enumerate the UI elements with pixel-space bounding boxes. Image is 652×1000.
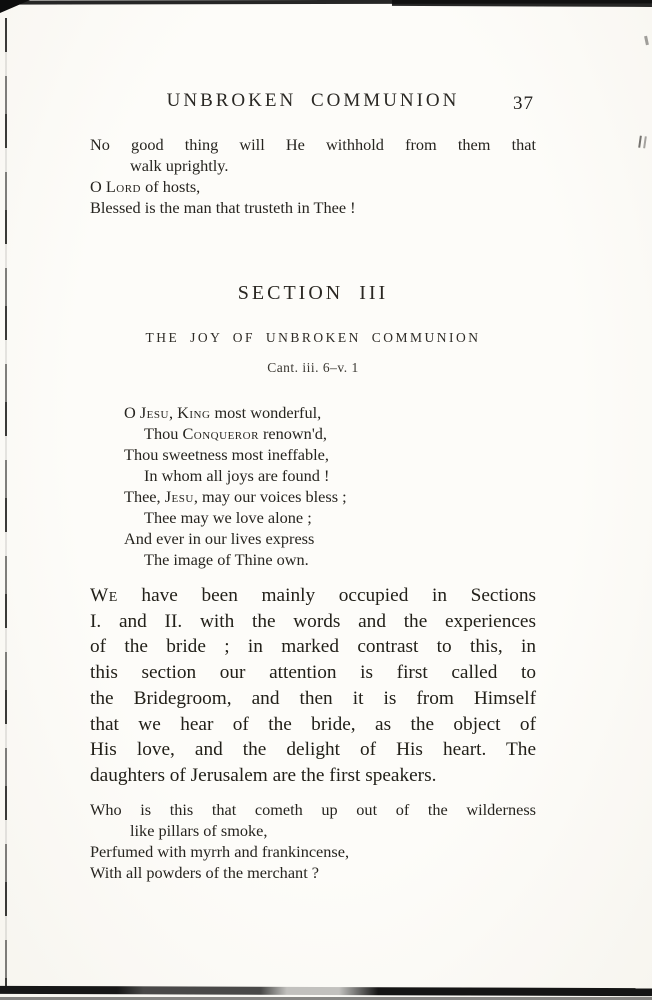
scan-artifact-top-right-edge: [392, 0, 652, 7]
body-paragraph: [90, 583, 536, 789]
verse-line: O Lord of hosts,: [90, 177, 201, 196]
paragraph-line: His love, and the delight of His heart. The: [90, 739, 536, 761]
closing-verse: [90, 799, 536, 883]
hymn-line: Thou Conqueror renown'd,: [144, 424, 327, 443]
scan-artifact-bottom-edge: [0, 986, 652, 996]
hymn-line: And ever in our lives express: [124, 529, 315, 548]
verse-line: Perfumed with myrrh and frankincense,: [90, 842, 350, 861]
running-header-title: UNBROKEN COMMUNION: [166, 90, 460, 111]
verse-line: No good thing will He withhold from them that: [90, 135, 536, 154]
scan-artifact-right-mark-2: [644, 36, 649, 45]
hymn-stanza: [90, 402, 536, 570]
paragraph-line: We have been mainly occupied in Sections: [90, 585, 536, 606]
scripture-reference: Cant. iii. 6–v. 1: [267, 360, 359, 375]
section-subtitle: THE JOY OF UNBROKEN COMMUNION: [145, 330, 481, 345]
hymn-line: Thee, Jesu, may our voices bless ;: [124, 487, 347, 506]
paragraph-line: daughters of Jerusalem are the first speakers.: [90, 764, 437, 786]
hymn-line: The image of Thine own.: [144, 550, 309, 569]
verse-line: With all powders of the merchant ?: [90, 863, 320, 882]
scan-artifact-left-edge: [5, 18, 7, 990]
hymn-line: Thou sweetness most ineffable,: [124, 445, 329, 464]
paragraph-line: I. and II. with the words and the experiences: [90, 610, 536, 632]
verse-line: Who is this that cometh up out of the wilderness: [90, 800, 536, 819]
verse-line: like pillars of smoke,: [130, 821, 268, 840]
opening-verse: [90, 134, 536, 218]
scan-artifact-right-mark: [638, 136, 647, 149]
paragraph-line: the Bridegroom, and then it is from Himself: [90, 687, 536, 709]
running-header: [90, 90, 536, 118]
verse-line: Blessed is the man that trusteth in Thee !: [90, 198, 356, 217]
verse-line: walk uprightly.: [130, 156, 229, 175]
paragraph-line: of the bride ; in marked contrast to this, in: [90, 636, 536, 658]
hymn-line: Thee may we love alone ;: [144, 508, 312, 527]
hymn-line: In whom all joys are found !: [144, 466, 330, 485]
paragraph-line: this section our attention is first called to: [90, 662, 536, 684]
section-heading: SECTION III: [237, 282, 389, 304]
hymn-line: O Jesu, King most wonderful,: [124, 403, 322, 422]
page-number: 37: [513, 93, 534, 114]
paragraph-line: that we hear of the bride, as the object of: [90, 713, 536, 735]
